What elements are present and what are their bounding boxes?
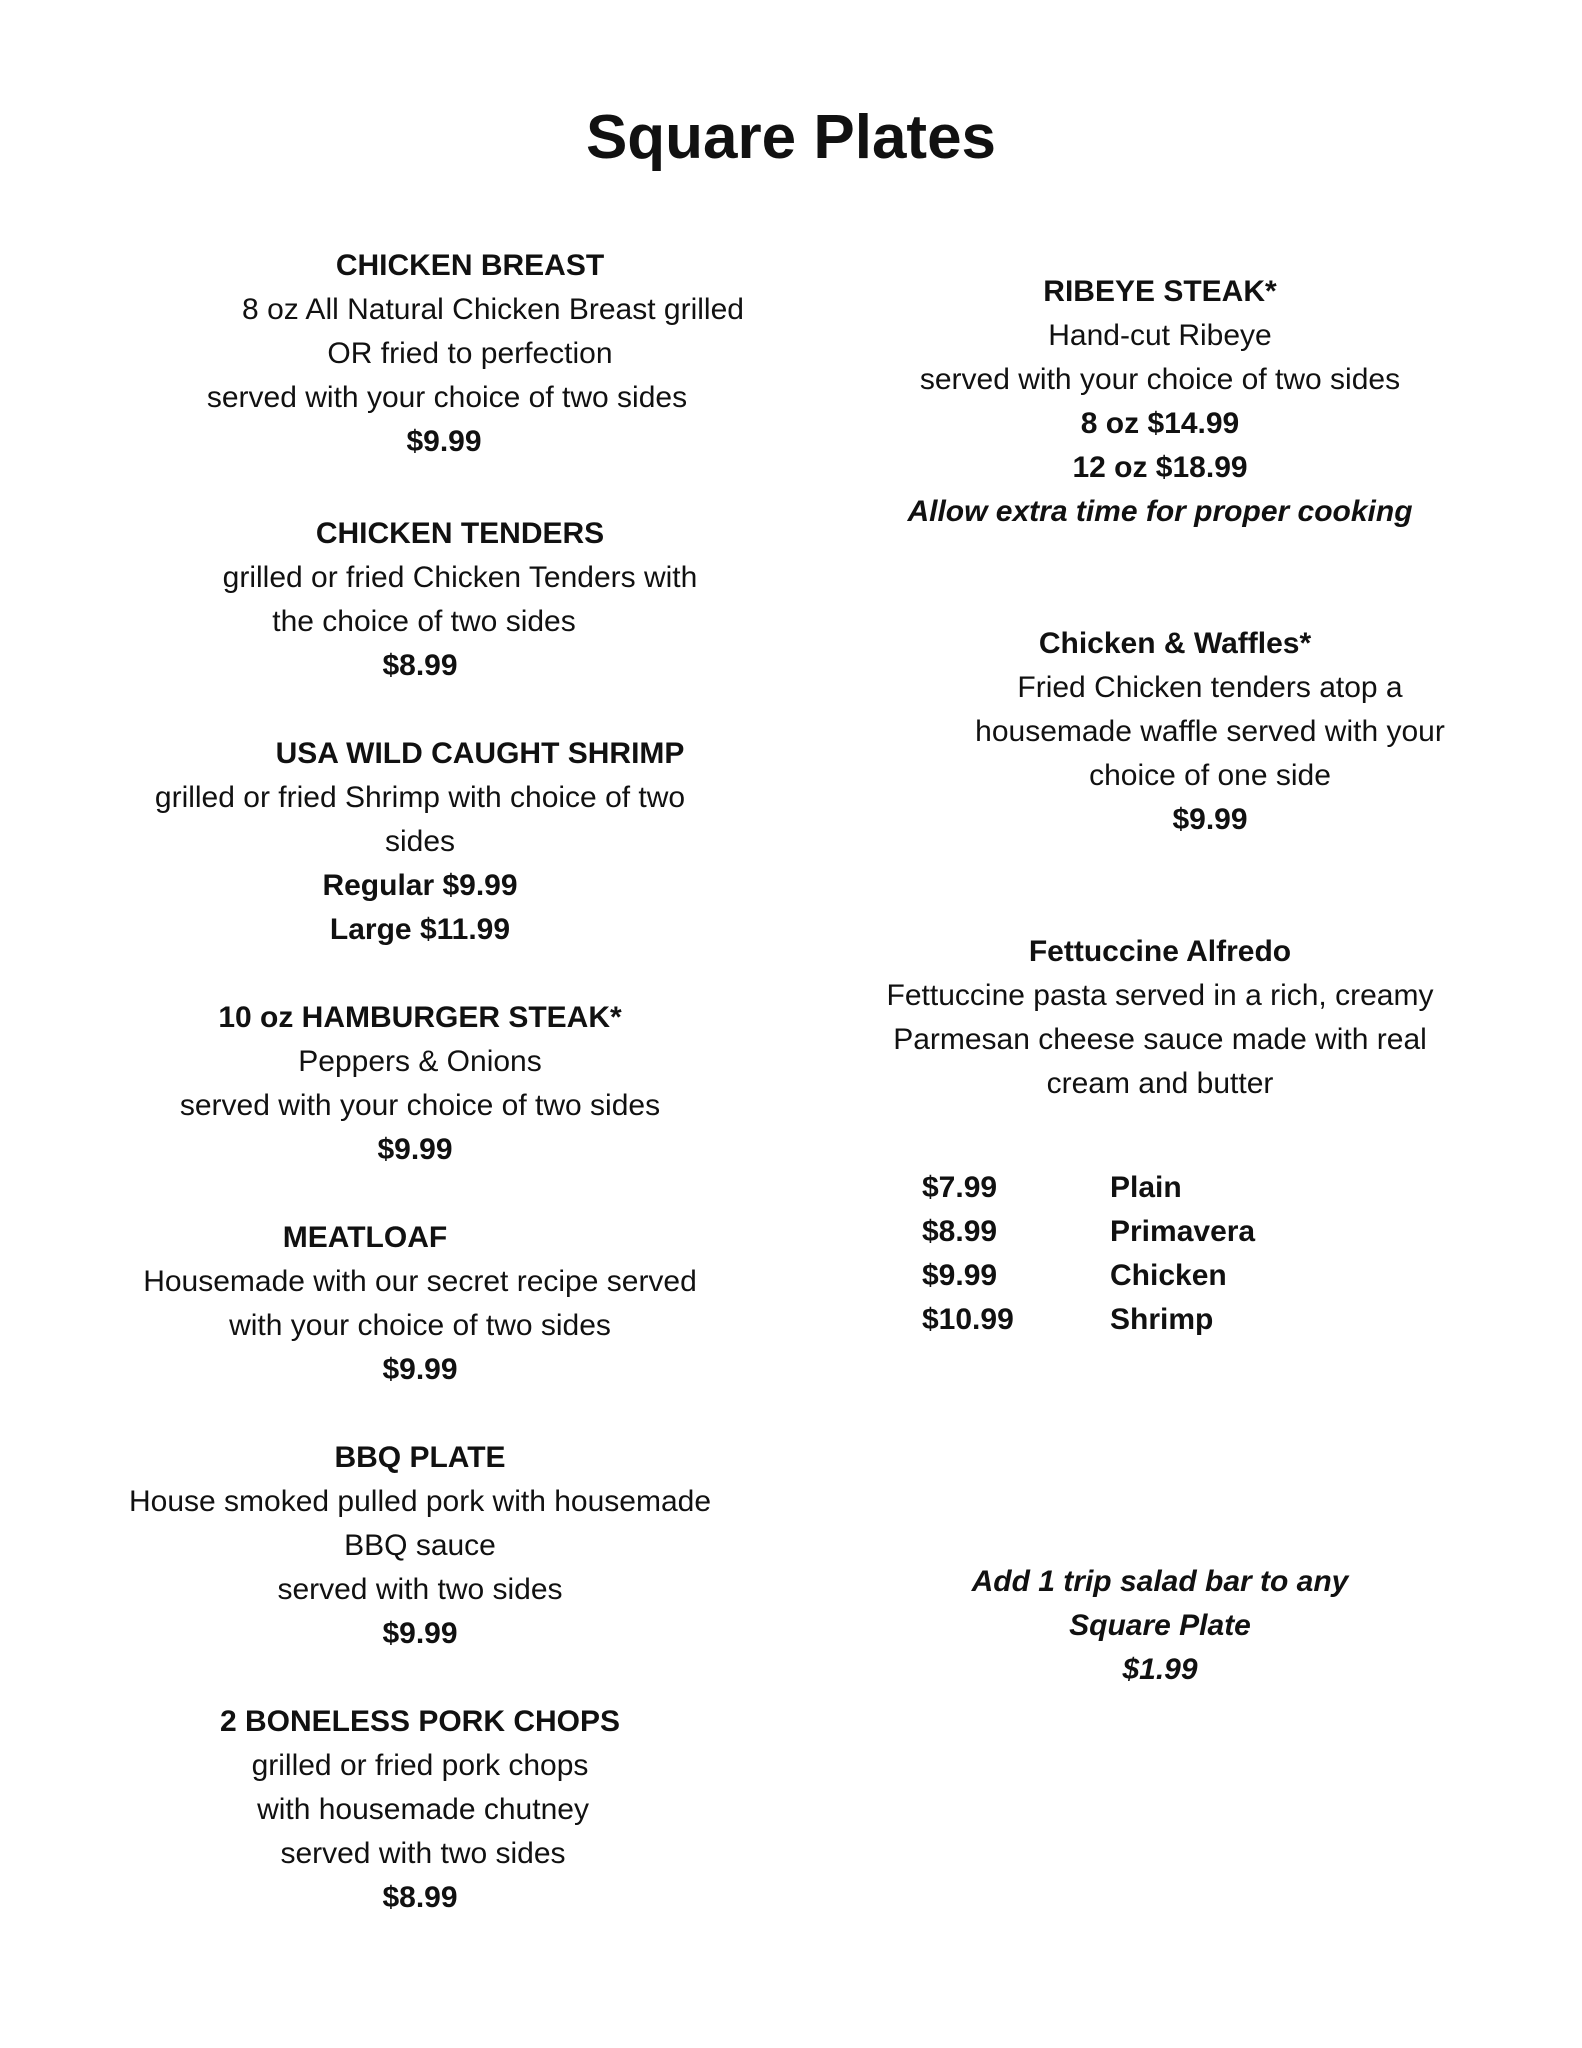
addon-text: Add 1 trip salad bar to any (971, 1565, 1349, 1598)
item-desc: with housemade chutney (257, 1793, 589, 1826)
item-desc: OR fried to perfection (327, 337, 613, 370)
option-price: $7.99 (922, 1171, 998, 1204)
item-name: 2 BONELESS PORK CHOPS (219, 1705, 621, 1738)
menu-item-chicken-breast (130, 244, 810, 464)
menu-item-bbq-plate (80, 1436, 760, 1656)
item-name: Chicken & Waffles* (1038, 627, 1312, 660)
item-desc: the choice of two sides (272, 605, 576, 638)
menu-item-shrimp (80, 732, 760, 952)
option-name: Primavera (1110, 1215, 1256, 1248)
item-desc: Peppers & Onions (298, 1045, 542, 1078)
item-desc: served with your choice of two sides (919, 363, 1401, 396)
item-desc: Parmesan cheese sauce made with real (893, 1023, 1427, 1056)
option-name: Shrimp (1110, 1303, 1214, 1336)
menu-item-fettuccine (850, 930, 1470, 1106)
page-title: Square Plates (585, 103, 997, 172)
item-name: Fettuccine Alfredo (1028, 935, 1292, 968)
item-price: 8 oz $14.99 (1080, 407, 1240, 440)
item-desc: served with two sides (280, 1837, 566, 1870)
menu-item-hamburger-steak (80, 996, 760, 1172)
item-price: $9.99 (1172, 803, 1248, 836)
item-desc: Hand-cut Ribeye (1048, 319, 1272, 352)
option-name: Plain (1110, 1171, 1182, 1204)
item-desc: choice of one side (1089, 759, 1331, 792)
item-name: USA WILD CAUGHT SHRIMP (275, 737, 685, 770)
item-price: 12 oz $18.99 (1072, 451, 1248, 484)
fettuccine-options (922, 1166, 1255, 1342)
item-desc: Housemade with our secret recipe served (143, 1265, 697, 1298)
addon-text: Square Plate (1069, 1609, 1251, 1642)
item-desc: cream and butter (1046, 1067, 1274, 1100)
item-desc: served with your choice of two sides (206, 381, 688, 414)
option-row (922, 1210, 1255, 1254)
salad-bar-addon (850, 1560, 1470, 1692)
item-price: $9.99 (382, 1353, 458, 1386)
item-name: 10 oz HAMBURGER STEAK* (218, 1001, 622, 1034)
menu-item-meatloaf (80, 1216, 760, 1392)
item-desc: grilled or fried Shrimp with choice of two (154, 781, 686, 814)
menu-item-chicken-tenders (100, 512, 820, 688)
item-desc: Fettuccine pasta served in a rich, creamy (886, 979, 1434, 1012)
item-price: Regular $9.99 (322, 869, 518, 902)
item-desc: housemade waffle served with your (975, 715, 1445, 748)
item-name: CHICKEN BREAST (335, 249, 605, 282)
item-desc: Fried Chicken tenders atop a (1017, 671, 1403, 704)
item-desc: served with two sides (277, 1573, 563, 1606)
option-row (922, 1298, 1255, 1342)
item-desc: 8 oz All Natural Chicken Breast grilled (242, 293, 744, 326)
menu-item-pork-chops (80, 1700, 760, 1920)
item-name: RIBEYE STEAK* (1043, 275, 1277, 308)
item-desc: served with your choice of two sides (179, 1089, 661, 1122)
option-price: $10.99 (922, 1303, 1014, 1336)
item-price: $9.99 (382, 1617, 458, 1650)
item-desc: sides (384, 825, 456, 858)
item-name: MEATLOAF (282, 1221, 448, 1254)
item-desc: with your choice of two sides (229, 1309, 611, 1342)
item-price: $9.99 (377, 1133, 453, 1166)
item-desc: grilled or fried pork chops (251, 1749, 589, 1782)
item-name: CHICKEN TENDERS (315, 517, 605, 550)
menu-item-ribeye (850, 270, 1470, 534)
option-name: Chicken (1110, 1259, 1227, 1292)
item-desc: House smoked pulled pork with housemade (129, 1485, 711, 1518)
item-desc: BBQ sauce (344, 1529, 496, 1562)
option-row (922, 1254, 1255, 1298)
item-price: $9.99 (406, 425, 482, 458)
item-name: BBQ PLATE (334, 1441, 506, 1474)
option-price: $8.99 (922, 1215, 998, 1248)
item-price: $8.99 (382, 649, 458, 682)
item-desc: grilled or fried Chicken Tenders with (222, 561, 698, 594)
item-note: Allow extra time for proper cooking (907, 495, 1413, 528)
item-price: $8.99 (382, 1881, 458, 1914)
option-row (922, 1166, 1255, 1210)
addon-price: $1.99 (1122, 1653, 1198, 1686)
menu-item-chicken-waffles (900, 622, 1520, 842)
option-price: $9.99 (922, 1259, 998, 1292)
item-price: Large $11.99 (329, 913, 511, 946)
